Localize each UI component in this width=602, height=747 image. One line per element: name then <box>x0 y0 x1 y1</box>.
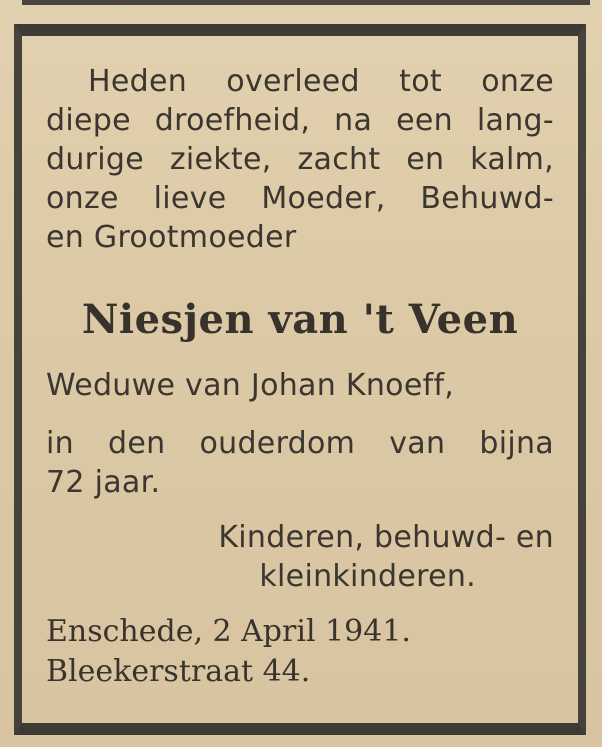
intro-paragraph <box>46 62 554 257</box>
widow-line: Weduwe van Johan Knoeff, <box>46 368 455 403</box>
intro-line: en Grootmoeder <box>46 220 297 255</box>
intro-line: Heden overleed tot onze <box>88 64 554 99</box>
signature-line: Kinderen, behuwd- en <box>218 520 554 555</box>
age-paragraph <box>46 424 554 502</box>
place-and-address <box>46 612 546 692</box>
age-line: 72 jaar. <box>46 465 161 500</box>
intro-line: durige ziekte, zacht en kalm, <box>46 142 554 177</box>
deceased-name: Niesjen van 't Veen <box>81 296 519 343</box>
age-line: in den ouderdom van bijna <box>46 426 554 461</box>
address: Bleekerstraat 44. <box>46 654 311 689</box>
intro-line: onze lieve Moeder, Behuwd- <box>46 181 554 216</box>
place-date: Enschede, 2 April 1941. <box>46 614 411 649</box>
signature-line: kleinkinderen. <box>259 559 476 594</box>
intro-line: diepe droefheid, na een lang- <box>46 103 554 138</box>
top-rule <box>22 0 590 5</box>
signature-block <box>46 518 554 596</box>
